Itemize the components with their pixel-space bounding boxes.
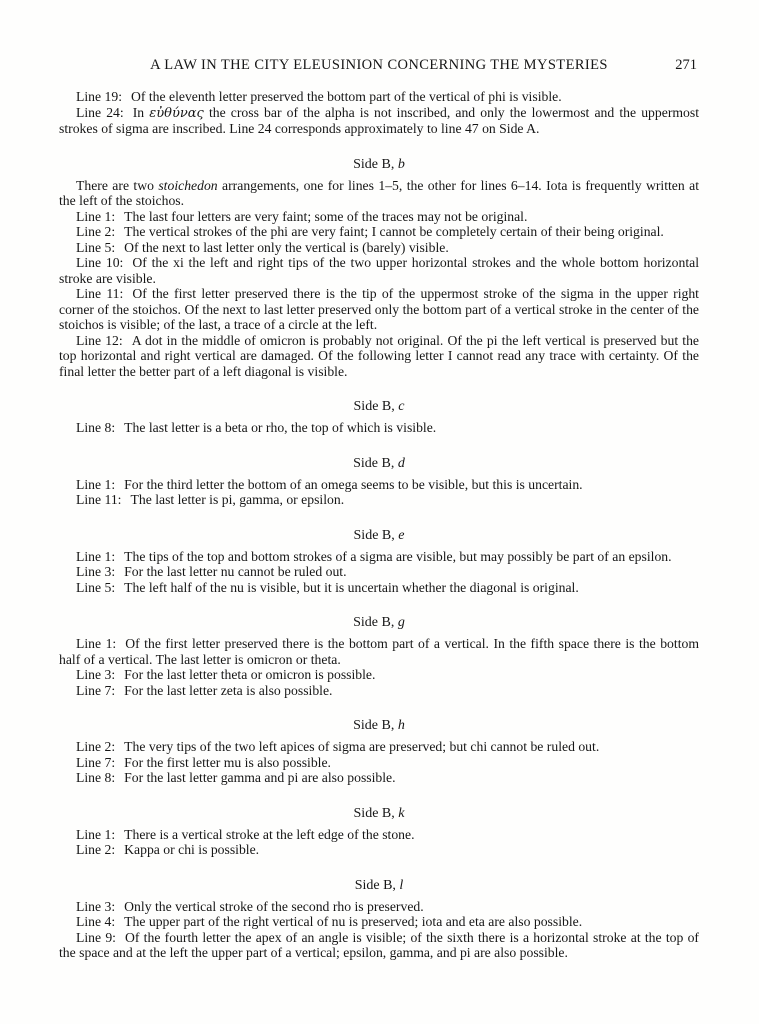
section-l [59,878,699,961]
line-label: Line 12: [76,332,123,348]
line-entry [59,930,699,961]
line-text: Of the xi the left and right tips of the two upper horizontal strokes and the whole bottom horizontal stroke are visible. [59,255,700,286]
section-heading: Side B, e [353,527,405,543]
line-label: Line 2: [76,842,116,857]
section-k [59,806,699,858]
section-h [59,718,699,786]
line-text: For the last letter nu cannot be ruled out. [124,564,347,579]
line-entry [59,549,699,565]
running-head [59,57,699,73]
italic-term: stoichedon [158,177,218,193]
line-label: Line 2: [76,224,116,239]
line-text: For the first letter mu is also possible. [124,754,331,770]
line-text: For the third letter the bottom of an omega seems to be visible, but this is uncertain. [124,476,583,492]
line-entry [59,286,699,333]
line-entry [59,899,699,915]
line-label: Line 5: [76,579,116,595]
section-letter: h [397,718,405,733]
line-label: Line 19: [76,89,122,104]
line-entry [59,580,699,596]
line-label: Line 24: [76,104,124,120]
line-text: In [132,104,150,120]
line-entry [59,89,699,105]
line-text: The left half of the nu is visible, but it is uncertain whether the diagonal is original. [124,579,579,595]
line-entry [59,224,699,240]
section-letter: e [398,527,405,543]
line-label: Line 9: [76,929,116,945]
line-label: Line 5: [76,239,116,255]
section-d [59,456,699,508]
section-letter: g [397,615,405,630]
line-entry [59,667,699,683]
line-text: The tips of the top and bottom strokes of a sigma are visible, but may possibly be part of an epsilon. [124,548,672,564]
line-entry [59,842,699,858]
section-letter: d [397,455,405,471]
page-title: A LAW IN THE CITY ELEUSINION CONCERNING THE MYSTERIES [150,57,608,73]
section-e [59,528,699,596]
section-heading: Side B, l [354,877,404,893]
section-b [59,157,699,380]
continued-notes [59,89,699,137]
line-entry [59,240,699,256]
page-number: 271 [675,57,697,73]
section-letter: k [398,805,405,821]
line-entry [59,827,699,843]
line-entry [59,914,699,930]
line-text: The last letter is pi, gamma, or epsilon. [130,492,345,507]
line-text: Only the vertical stroke of the second rho is preserved. [124,898,424,914]
line-label: Line 3: [76,898,116,914]
section-letter: c [398,399,405,414]
section-heading: Side B, g [353,615,405,630]
line-entry [59,420,699,436]
line-label: Line 8: [76,770,116,785]
line-label: Line 1: [76,826,116,842]
line-text: The very tips of the two left apices of sigma are preserved; but chi cannot be ruled out. [124,739,600,754]
line-text: Of the eleventh letter preserved the bottom part of the vertical of phi is visible. [131,89,562,104]
line-entry [59,636,699,667]
line-text: The upper part of the right vertical of nu is preserved; iota and eta are also possible. [124,914,583,929]
line-label: Line 11: [76,492,122,507]
line-label: Line 1: [76,208,116,224]
line-entry [59,755,699,771]
section-heading: Side B, h [353,718,405,733]
section-letter: l [399,877,404,893]
section-g [59,615,699,698]
line-label: Line 7: [76,754,116,770]
section-heading: Side B, b [353,156,405,172]
line-label: Line 1: [76,476,116,492]
line-label: Line 10: [76,255,124,270]
section-heading: Side B, k [353,805,405,821]
line-entry [59,333,699,380]
line-text: The last letter is a beta or rho, the top of which is visible. [124,420,437,435]
line-label: Line 8: [76,420,116,435]
line-text: Of the fourth letter the apex of an angle is visible; of the sixth there is a horizontal stroke at the top of the space and at the left the upper part of a vertical; epsilon, gamma, and pi are also possible. [59,929,699,960]
section-intro: There are two stoichedon arrangements, one for lines 1–5, the other for lines 6–14. Iota is frequently written at the left of the stoichos. [59,177,699,208]
line-label: Line 4: [76,914,116,929]
page-body [59,89,699,961]
line-entry [59,255,699,286]
line-label: Line 7: [76,682,116,698]
line-label: Line 3: [76,667,116,682]
line-entry [59,105,699,137]
line-text: For the last letter zeta is also possible. [124,682,333,698]
section-heading: Side B, c [353,399,405,414]
line-text: The vertical strokes of the phi are very faint; I cannot be completely certain of their being original. [124,224,664,239]
line-text: the cross bar of the alpha is not inscribed, and only the lowermost and the uppermost strokes of sigma are inscribed. Line 24 corresponds approximately to line 47 on Side A. [59,104,699,136]
line-text: Of the next to last letter only the vertical is (barely) visible. [124,239,449,255]
line-entry [59,739,699,755]
line-label: Line 3: [76,564,116,579]
section-c [59,399,699,436]
line-entry [59,770,699,786]
line-entry [59,683,699,699]
line-text: The last four letters are very faint; some of the traces may not be original. [124,208,528,224]
section-heading: Side B, d [353,455,405,471]
line-text: Of the first letter preserved there is the bottom part of a vertical. In the fifth space there is the bottom half of a vertical. The last letter is omicron or theta. [59,636,699,667]
greek-word: εὐθύνας [149,105,204,121]
line-entry [59,564,699,580]
line-text: For the last letter gamma and pi are also possible. [124,770,396,785]
line-label: Line 11: [76,286,124,301]
line-entry [59,209,699,225]
line-label: Line 1: [76,548,116,564]
line-text: Kappa or chi is possible. [124,842,260,857]
section-letter: b [397,156,405,172]
line-text: For the last letter theta or omicron is possible. [124,667,376,682]
line-text: There is a vertical stroke at the left edge of the stone. [124,826,415,842]
line-label: Line 2: [76,739,116,754]
line-text: A dot in the middle of omicron is probably not original. Of the pi the left vertical is preserved but the top horizontal and right vertical are damaged. Of the following letter I cannot read any trace with certainty. Of the final letter the better part of a left diagonal is visible. [59,332,700,379]
line-entry [59,492,699,508]
line-label: Line 1: [76,636,117,651]
line-text: Of the first letter preserved there is the tip of the uppermost stroke of the sigma in the upper right corner of the stoichos. Of the next to last letter preserved only the bottom part of a vertical stroke in the center of the stoichos is visible; of the last, a trace of a circle at the left. [59,286,699,332]
line-entry [59,477,699,493]
